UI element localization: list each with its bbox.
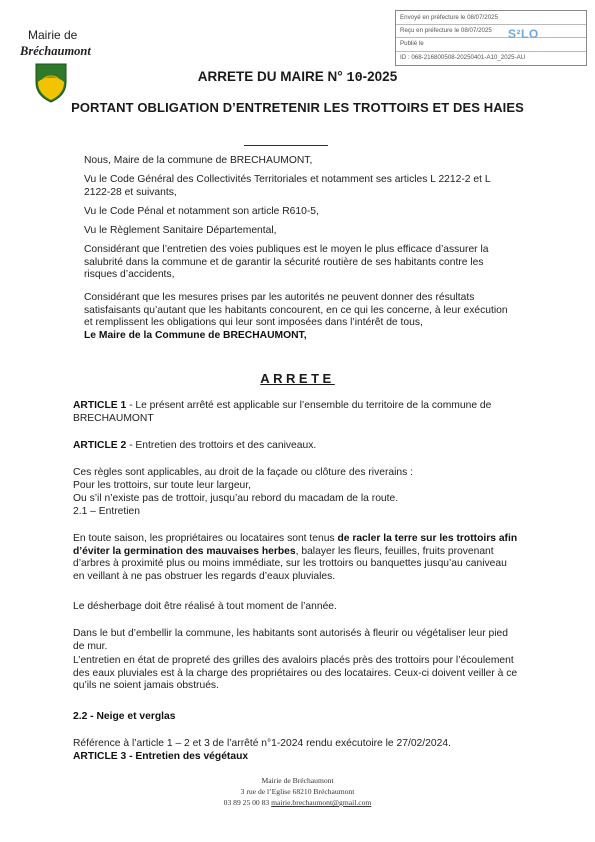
article-1: ARTICLE 1 - Le présent arrêté est applicable sur l’ensemble du territoire de la commune de BRECHAUMONT xyxy=(73,400,492,424)
footer-contact xyxy=(0,798,595,807)
title-number: 10 xyxy=(346,71,363,86)
stamp-published: Publié le xyxy=(400,40,424,47)
title-prefix: ARRETE DU MAIRE N° xyxy=(197,69,343,84)
rules-line-2: Pour les trottoirs, sur toute leur largeur, xyxy=(73,480,251,491)
prefecture-stamp xyxy=(395,10,587,66)
preamble-cgct: Vu le Code Général des Collectivités Territoriales et notamment ses articles L 2212-2 et L 2122-28 et suivants, xyxy=(84,174,491,198)
section-2-2: 2.2 - Neige et verglas xyxy=(73,711,176,722)
reference-line: Référence à l’article 1 – 2 et 3 de l’arrêté n°1-2024 rendu exécutoire le 27/02/2024. xyxy=(73,738,451,749)
document-subtitle: PORTANT OBLIGATION D’ENTRETENIR LES TROTTOIRS ET DES HAIES xyxy=(71,100,524,115)
arrete-heading: ARRETE xyxy=(260,371,335,386)
avaloirs-paragraph: L’entretien en état de propreté des grilles des avaloirs placés près des trottoirs pour l’écoulement des eaux pluviales est à la charge des propriétaires ou des locataires. Ceux-ci doivent veiller à ce qu’ils ne soient jamais obstrués. xyxy=(73,655,518,691)
commune-name: Bréchaumont xyxy=(20,44,91,58)
section-2-1: 2.1 – Entretien xyxy=(73,506,140,517)
preamble-considerant-1: Considérant que l’entretien des voies publiques est le moyen le plus efficace d’assurer la salubrité dans la commune et de garantir la sécurité routière de ses habitants contre les risques d’accidents, xyxy=(84,244,489,280)
preamble-code-penal: Vu le Code Pénal et notamment son article R610-5, xyxy=(84,206,319,217)
preamble-rsd: Vu le Règlement Sanitaire Départemental, xyxy=(84,225,277,236)
article-2: ARTICLE 2 - Entretien des trottoirs et des caniveaux. xyxy=(73,440,317,451)
footer-mairie: Mairie de Bréchaumont xyxy=(261,776,334,785)
article-3: ARTICLE 3 - Entretien des végétaux xyxy=(73,751,249,762)
mairie-de-label: Mairie de xyxy=(28,28,78,42)
document-title xyxy=(0,69,595,86)
stamp-received: Reçu en préfecture le 08/07/2025 xyxy=(400,27,492,34)
footer-phone: 03 89 25 00 83 xyxy=(223,798,272,807)
footer-address: 3 rue de l’Eglise 68210 Bréchaumont xyxy=(240,787,355,796)
preamble-considerant-2: Considérant que les mesures prises par les autorités ne peuvent donner des résultats satisfaisants qu’autant que les habitants concourent, en ce qui les concerne, à leur exécution et remplissent les obligations qui leur sont imposées dans l’intérêt de tous, xyxy=(84,292,508,328)
stamp-id: ID : 068-216800508-20250401-A10_2025-AU xyxy=(400,54,526,61)
preamble-le-maire: Le Maire de la Commune de BRECHAUMONT, xyxy=(84,330,307,341)
stamp-sent: Envoyé en préfecture le 08/07/2025 xyxy=(400,14,499,21)
preamble-nous: Nous, Maire de la commune de BRECHAUMONT, xyxy=(84,155,313,166)
embellir-paragraph: Dans le but d’embellir la commune, les habitants sont autorisés à fleurir ou végétaliser leur pied de mur. xyxy=(73,628,508,652)
rules-line-1: Ces règles sont applicables, au droit de la façade ou clôture des riverains : xyxy=(73,467,413,478)
s2lo-logo: S²LO xyxy=(508,27,539,41)
rules-line-3: Ou s’il n’existe pas de trottoir, jusqu’au rebord du macadam de la route. xyxy=(73,493,399,504)
title-suffix: -2025 xyxy=(362,69,398,84)
footer-email[interactable]: mairie.brechaumont@gmail.com xyxy=(271,798,372,807)
title-divider xyxy=(244,145,328,146)
entretien-paragraph: En toute saison, les propriétaires ou locataires sont tenus de racler la terre sur les trottoirs afin d’éviter la germination des mauvaises herbes, balayer les fleurs, feuilles, fruits provenant d’arbres à proximité plus ou moins immédiate, sur les trottoirs ou banquettes jusqu’au caniveau en veillant à ne pas obstruer les regards d’eaux pluviales. xyxy=(73,533,518,582)
desherbage-paragraph: Le désherbage doit être réalisé à tout moment de l’année. xyxy=(73,601,337,612)
